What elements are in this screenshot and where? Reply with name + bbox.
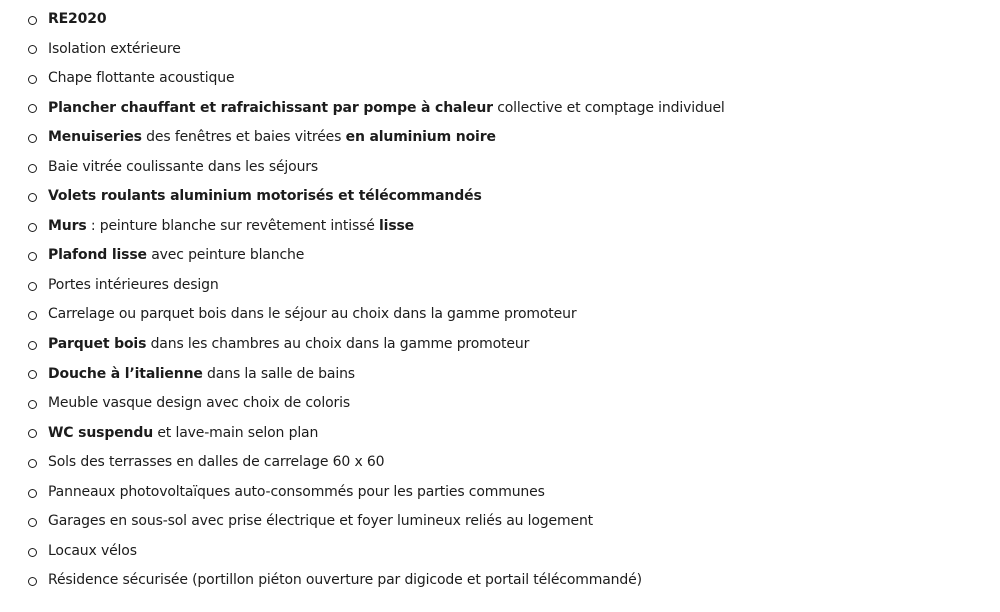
feature-text: dans les chambres au choix dans la gamme promoteur <box>146 336 530 353</box>
feature-text-bold: Plafond lisse <box>48 247 147 264</box>
feature-text: Sols des terrasses en dalles de carrelage 60 x 60 <box>48 454 385 471</box>
circle-bullet-icon <box>28 459 37 468</box>
feature-text: Panneaux photovoltaïques auto-consommés pour les parties communes <box>48 483 545 500</box>
feature-text: Isolation extérieure <box>48 40 181 57</box>
circle-bullet-icon <box>28 104 37 113</box>
feature-text-bold: WC suspendu <box>48 424 154 441</box>
circle-bullet-icon <box>28 164 37 173</box>
feature-text-bold: Murs <box>48 217 87 234</box>
circle-bullet-icon <box>28 489 37 498</box>
feature-item <box>0 478 1000 508</box>
feature-text-bold: en aluminium noire <box>345 129 496 146</box>
feature-text: Baie vitrée coulissante dans les séjours <box>48 158 319 175</box>
circle-bullet-icon <box>28 223 37 232</box>
circle-bullet-icon <box>28 548 37 557</box>
feature-item <box>0 300 1000 330</box>
feature-text-bold: Volets roulants aluminium motorisés et télécommandés <box>48 188 482 205</box>
circle-bullet-icon <box>28 45 37 54</box>
feature-item <box>0 448 1000 478</box>
feature-text: Garages en sous-sol avec prise électrique et foyer lumineux reliés au logement <box>48 513 594 530</box>
feature-text: Meuble vasque design avec choix de coloris <box>48 395 350 412</box>
circle-bullet-icon <box>28 282 37 291</box>
feature-item <box>0 271 1000 301</box>
feature-text: dans la salle de bains <box>202 365 355 382</box>
feature-text: : peinture blanche sur revêtement intissé <box>86 217 380 234</box>
feature-item <box>0 389 1000 419</box>
feature-item <box>0 5 1000 35</box>
circle-bullet-icon <box>28 577 37 586</box>
circle-bullet-icon <box>28 75 37 84</box>
feature-text-bold: lisse <box>379 217 415 234</box>
feature-item <box>0 241 1000 271</box>
feature-text: Carrelage ou parquet bois dans le séjour au choix dans la gamme promoteur <box>48 306 577 323</box>
feature-item <box>0 94 1000 124</box>
feature-text: et lave-main selon plan <box>153 424 319 441</box>
feature-item <box>0 64 1000 94</box>
feature-text: Portes intérieures design <box>48 276 219 293</box>
feature-text: collective et comptage individuel <box>492 99 725 116</box>
feature-text: avec peinture blanche <box>146 247 305 264</box>
feature-item <box>0 419 1000 449</box>
circle-bullet-icon <box>28 429 37 438</box>
feature-item <box>0 566 1000 596</box>
feature-text: Chape flottante acoustique <box>48 70 235 87</box>
circle-bullet-icon <box>28 16 37 25</box>
feature-item <box>0 507 1000 537</box>
feature-text-bold: Parquet bois <box>48 336 147 353</box>
circle-bullet-icon <box>28 518 37 527</box>
circle-bullet-icon <box>28 252 37 261</box>
circle-bullet-icon <box>28 193 37 202</box>
feature-text-bold: RE2020 <box>48 11 107 27</box>
circle-bullet-icon <box>28 341 37 350</box>
circle-bullet-icon <box>28 370 37 379</box>
feature-item <box>0 330 1000 360</box>
feature-text: Résidence sécurisée (portillon piéton ouverture par digicode et portail télécommandé) <box>48 572 642 589</box>
circle-bullet-icon <box>28 311 37 320</box>
feature-item <box>0 537 1000 567</box>
circle-bullet-icon <box>28 400 37 409</box>
feature-item <box>0 182 1000 212</box>
feature-text-bold: Menuiseries <box>48 129 142 146</box>
circle-bullet-icon <box>28 134 37 143</box>
feature-item <box>0 35 1000 65</box>
feature-text-bold: Douche à l’italienne <box>48 365 203 382</box>
feature-item <box>0 360 1000 390</box>
feature-text: des fenêtres et baies vitrées <box>141 129 346 146</box>
feature-item <box>0 212 1000 242</box>
feature-text: Locaux vélos <box>48 542 137 559</box>
feature-text-bold: Plancher chauffant et rafraichissant par pompe à chaleur <box>48 99 493 116</box>
feature-item <box>0 153 1000 183</box>
feature-item <box>0 123 1000 153</box>
